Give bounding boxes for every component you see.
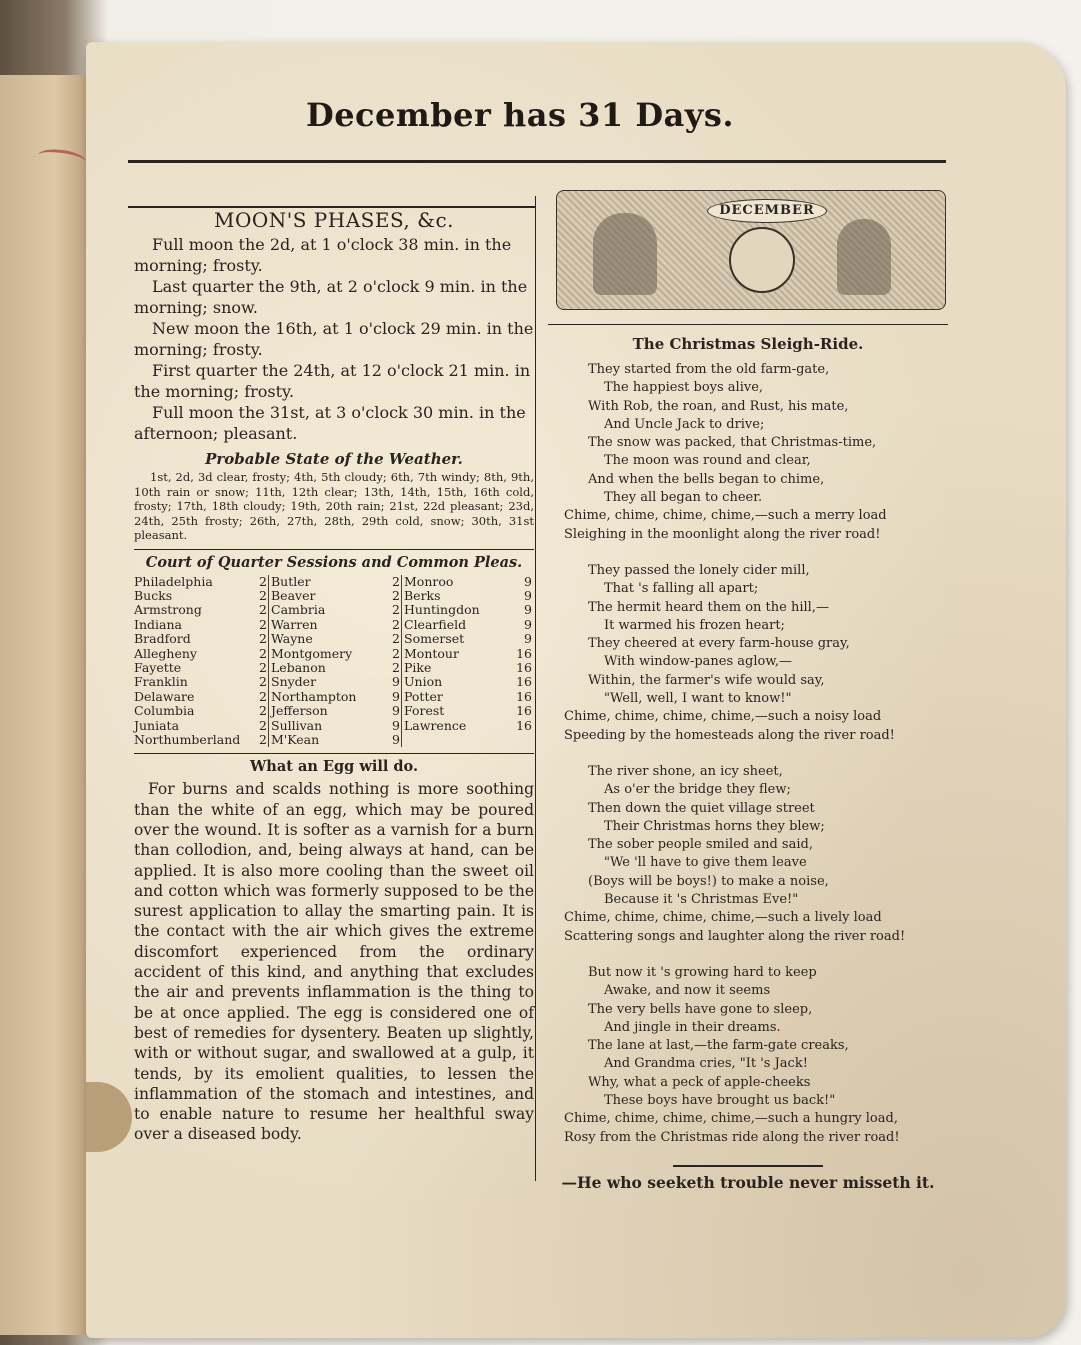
court-day: 16 [516, 674, 532, 690]
court-table [134, 575, 534, 748]
court-day: 16 [516, 717, 532, 733]
court-day: 2 [392, 659, 400, 675]
county-name: Lawrence [404, 717, 467, 733]
court-column [269, 575, 402, 748]
page-title: December has 31 Days. [305, 96, 735, 134]
egg-heading: What an Egg will do. [250, 758, 418, 776]
poem-line: They passed the lonely cider mill, [588, 562, 810, 578]
court-day: 2 [259, 616, 267, 632]
egg-text: For burns and scalds nothing is more soothing than the white of an egg, which may be poured over the wound. It is softer as a varnish for a burn than collodion, and, being always at hand, can be applied. It is also more cooling than the sweet oil and cotton which was formerly supposed to be the surest application to allay the smarting pain. It is the contact with the air which gives the extreme discomfort experienced from the ordinary accident of this kind, and anything that excludes the air and prevents inflammation is the thing to be at once applied. The egg is considered one of best of remedies for dysentery. Beaten up slightly, with or without sugar, and swallowed at a gulp, it tends, by its emolient qualities, to lessen the inflammation of the stomach and intestines, and to enable nature to resume her healthful sway over a diseased body. [134, 780, 534, 1144]
poem-line: And when the bells began to chime, [588, 471, 825, 487]
poem-line: And jingle in their dreams. [604, 1019, 781, 1035]
county-name: Warren [271, 616, 318, 632]
court-row [402, 675, 532, 689]
county-name: Franklin [134, 674, 188, 690]
court-row [269, 719, 402, 733]
court-day: 16 [516, 688, 532, 704]
poem-line: Chime, chime, chime, chime,—such a merry load [564, 508, 887, 524]
court-row [134, 733, 269, 747]
court-day: 16 [516, 645, 532, 661]
county-name: Wayne [271, 631, 313, 647]
court-row [402, 661, 532, 675]
court-row [402, 704, 532, 718]
county-name: Bradford [134, 631, 191, 647]
court-row [269, 618, 402, 632]
court-row [269, 661, 402, 675]
county-name: Northampton [271, 688, 357, 704]
poem-line: They cheered at every farm-house gray, [588, 636, 850, 652]
poem-line: With Rob, the roan, and Rust, his mate, [588, 398, 849, 414]
poem-stanza [548, 361, 948, 544]
poem-line: Speeding by the homesteads along the river road! [564, 727, 895, 743]
proverb-rule [673, 1165, 823, 1167]
court-day: 2 [259, 587, 267, 603]
court-row [402, 603, 532, 617]
county-name: Juniata [134, 717, 180, 733]
county-name: Monroo [404, 573, 454, 589]
court-day: 2 [392, 645, 400, 661]
county-name: Pike [404, 659, 432, 675]
proverb: —He who seeketh trouble never misseth it. [561, 1172, 935, 1192]
poem-body [548, 361, 948, 1147]
county-name: Armstrong [134, 602, 202, 618]
court-day: 2 [259, 717, 267, 733]
court-row [134, 690, 269, 704]
december-vignette [556, 190, 946, 310]
poem-line: Their Christmas horns they blew; [604, 818, 825, 834]
court-day: 9 [524, 587, 532, 603]
county-name: Somerset [404, 631, 465, 647]
section-rule [134, 549, 534, 550]
santa-figure-illustration [593, 213, 657, 295]
poem-line: Chime, chime, chime, chime,—such a lively load [564, 910, 882, 926]
poem-line: Awake, and now it seems [604, 983, 771, 999]
poem-line: The river shone, an icy sheet, [588, 763, 783, 779]
court-day: 2 [392, 631, 400, 647]
poem-line: Within, the farmer's wife would say, [588, 672, 825, 688]
moon-phase-entry: Last quarter the 9th, at 2 o'clock 9 min. in the morning; snow. [134, 277, 528, 317]
poem-line: It warmed his frozen heart; [604, 617, 785, 633]
poem-line: As o'er the bridge they flew; [604, 782, 791, 798]
court-row [134, 589, 269, 603]
county-name: Montour [404, 645, 459, 661]
poem-line: They all began to cheer. [604, 490, 763, 506]
poem-line: The happiest boys alive, [604, 380, 764, 396]
court-row [269, 704, 402, 718]
column-divider [535, 196, 536, 1181]
poem-line: And Grandma cries, "It 's Jack! [604, 1056, 808, 1072]
county-name: Indiana [134, 616, 182, 632]
poem-line: Then down the quiet village street [588, 800, 815, 816]
vignette-rule [548, 324, 948, 325]
court-row [269, 690, 402, 704]
court-row [134, 704, 269, 718]
court-row [134, 603, 269, 617]
moon-phase-entry: Full moon the 31st, at 3 o'clock 30 min. in the afternoon; pleasant. [134, 403, 526, 443]
court-day: 2 [259, 573, 267, 589]
court-row [269, 733, 402, 747]
poem-line: Chime, chime, chime, chime,—such a noisy load [564, 709, 882, 725]
county-name: Fayette [134, 659, 182, 675]
county-name: Bucks [134, 587, 173, 603]
court-day: 9 [392, 688, 400, 704]
poem-line: The lane at last,—the farm-gate creaks, [588, 1038, 849, 1054]
poem-line: The very bells have gone to sleep, [588, 1001, 813, 1017]
county-name: Allegheny [134, 645, 197, 661]
county-name: Forest [404, 703, 445, 719]
poem-title: The Christmas Sleigh-Ride. [632, 335, 864, 353]
court-row [402, 632, 532, 646]
court-row [134, 618, 269, 632]
court-row [134, 719, 269, 733]
court-row [402, 690, 532, 704]
county-name: Delaware [134, 688, 195, 704]
poem-line: And Uncle Jack to drive; [604, 416, 765, 432]
poem-line: The sober people smiled and said, [588, 837, 813, 853]
court-row [402, 589, 532, 603]
court-day: 2 [259, 674, 267, 690]
poem-line: Scattering songs and laughter along the river road! [564, 928, 906, 944]
poem-line: They started from the old farm-gate, [588, 362, 830, 377]
court-day: 2 [259, 688, 267, 704]
poem-line: With window-panes aglow,— [604, 654, 793, 670]
court-row [134, 632, 269, 646]
poem-stanza [548, 964, 948, 1147]
court-day: 9 [524, 602, 532, 618]
court-day: 9 [392, 731, 400, 747]
trumpeter-figure-illustration [837, 219, 891, 295]
court-row [402, 719, 532, 733]
county-name: Philadelphia [134, 573, 213, 589]
section-rule [134, 753, 534, 754]
court-row [402, 647, 532, 661]
court-day: 2 [259, 631, 267, 647]
court-day: 16 [516, 703, 532, 719]
county-name: Cambria [271, 602, 326, 618]
county-name: Potter [404, 688, 443, 704]
poem-line: Why, what a peck of apple-cheeks [588, 1074, 811, 1090]
poem-line: But now it 's growing hard to keep [588, 964, 817, 980]
county-name: Beaver [271, 587, 316, 603]
county-name: M'Kean [271, 731, 320, 747]
poem-line: These boys have brought us back!" [604, 1092, 836, 1108]
poem-line: Because it 's Christmas Eve!" [604, 892, 799, 908]
county-name: Union [404, 674, 443, 690]
right-column [548, 190, 948, 1192]
county-name: Lebanon [271, 659, 326, 675]
county-name: Montgomery [271, 645, 353, 661]
court-day: 9 [392, 674, 400, 690]
county-name: Huntingdon [404, 602, 480, 618]
court-row [269, 675, 402, 689]
court-day: 2 [392, 587, 400, 603]
court-row [269, 589, 402, 603]
court-row [402, 575, 532, 589]
poem-line: The moon was round and clear, [604, 453, 811, 469]
court-row [134, 661, 269, 675]
court-day: 9 [392, 717, 400, 733]
poem-line: The hermit heard them on the hill,— [588, 599, 829, 615]
court-day: 2 [259, 645, 267, 661]
court-row [134, 675, 269, 689]
court-day: 2 [392, 602, 400, 618]
court-row [402, 618, 532, 632]
court-day: 2 [392, 616, 400, 632]
court-row [269, 575, 402, 589]
county-name: Sullivan [271, 717, 323, 733]
county-name: Butler [271, 573, 311, 589]
court-day: 16 [516, 659, 532, 675]
poem-line: Rosy from the Christmas ride along the river road! [564, 1129, 900, 1145]
court-day: 9 [392, 703, 400, 719]
court-day: 2 [259, 703, 267, 719]
court-row [269, 603, 402, 617]
poem-stanza [548, 763, 948, 946]
poem-stanza [548, 562, 948, 745]
court-row [269, 647, 402, 661]
moon-phases-heading: MOON'S PHASES, &c. [213, 208, 455, 232]
poem-line: (Boys will be boys!) to make a noise, [588, 873, 829, 889]
weather-text: 1st, 2d, 3d clear, frosty; 4th, 5th cloudy; 6th, 7th windy; 8th, 9th, 10th rain or snow; 11th, 12th clear; 13th, 14th, 15th, 16th cold, frosty; 17th, 18th cloudy; 19th, 20th rain; 21st, 22d pleasant; 23d, 24th, 25th frosty; 26th, 27th, 28th, 29th cold, snow; 30th, 31st pleasant. [134, 470, 534, 542]
court-column [134, 575, 269, 748]
court-day: 9 [524, 573, 532, 589]
left-page-edge [0, 75, 92, 1335]
court-day: 2 [259, 659, 267, 675]
court-row [269, 632, 402, 646]
poem-line: "We 'll have to give them leave [604, 855, 807, 871]
court-day: 2 [392, 573, 400, 589]
vignette-label: DECEMBER [707, 199, 827, 223]
county-name: Berks [404, 587, 441, 603]
county-name: Columbia [134, 703, 195, 719]
court-day: 2 [259, 602, 267, 618]
county-name: Jefferson [271, 703, 328, 719]
county-name: Clearfield [404, 616, 467, 632]
court-day: 2 [259, 731, 267, 747]
title-rule [128, 160, 946, 163]
court-row [134, 575, 269, 589]
county-name: Northumberland [134, 731, 241, 747]
deer-medallion-illustration [729, 227, 795, 293]
moon-phase-entry: First quarter the 24th, at 12 o'clock 21 min. in the morning; frosty. [134, 361, 531, 401]
poem-line: That 's falling all apart; [604, 581, 759, 597]
moon-phase-entry: New moon the 16th, at 1 o'clock 29 min. in the morning; frosty. [134, 319, 534, 359]
poem-line: Chime, chime, chime, chime,—such a hungry load, [564, 1111, 898, 1127]
court-column [402, 575, 532, 748]
weather-heading: Probable State of the Weather. [205, 450, 463, 468]
court-heading: Court of Quarter Sessions and Common Pleas. [145, 553, 523, 571]
court-day: 9 [524, 631, 532, 647]
poem-line: Sleighing in the moonlight along the river road! [564, 526, 881, 542]
county-name: Snyder [271, 674, 317, 690]
moon-phase-entry: Full moon the 2d, at 1 o'clock 38 min. in the morning; frosty. [134, 235, 512, 275]
court-row [134, 647, 269, 661]
court-day: 9 [524, 616, 532, 632]
left-column [134, 206, 534, 1145]
poem-line: The snow was packed, that Christmas-time, [588, 435, 877, 451]
poem-line: "Well, well, I want to know!" [604, 691, 792, 707]
